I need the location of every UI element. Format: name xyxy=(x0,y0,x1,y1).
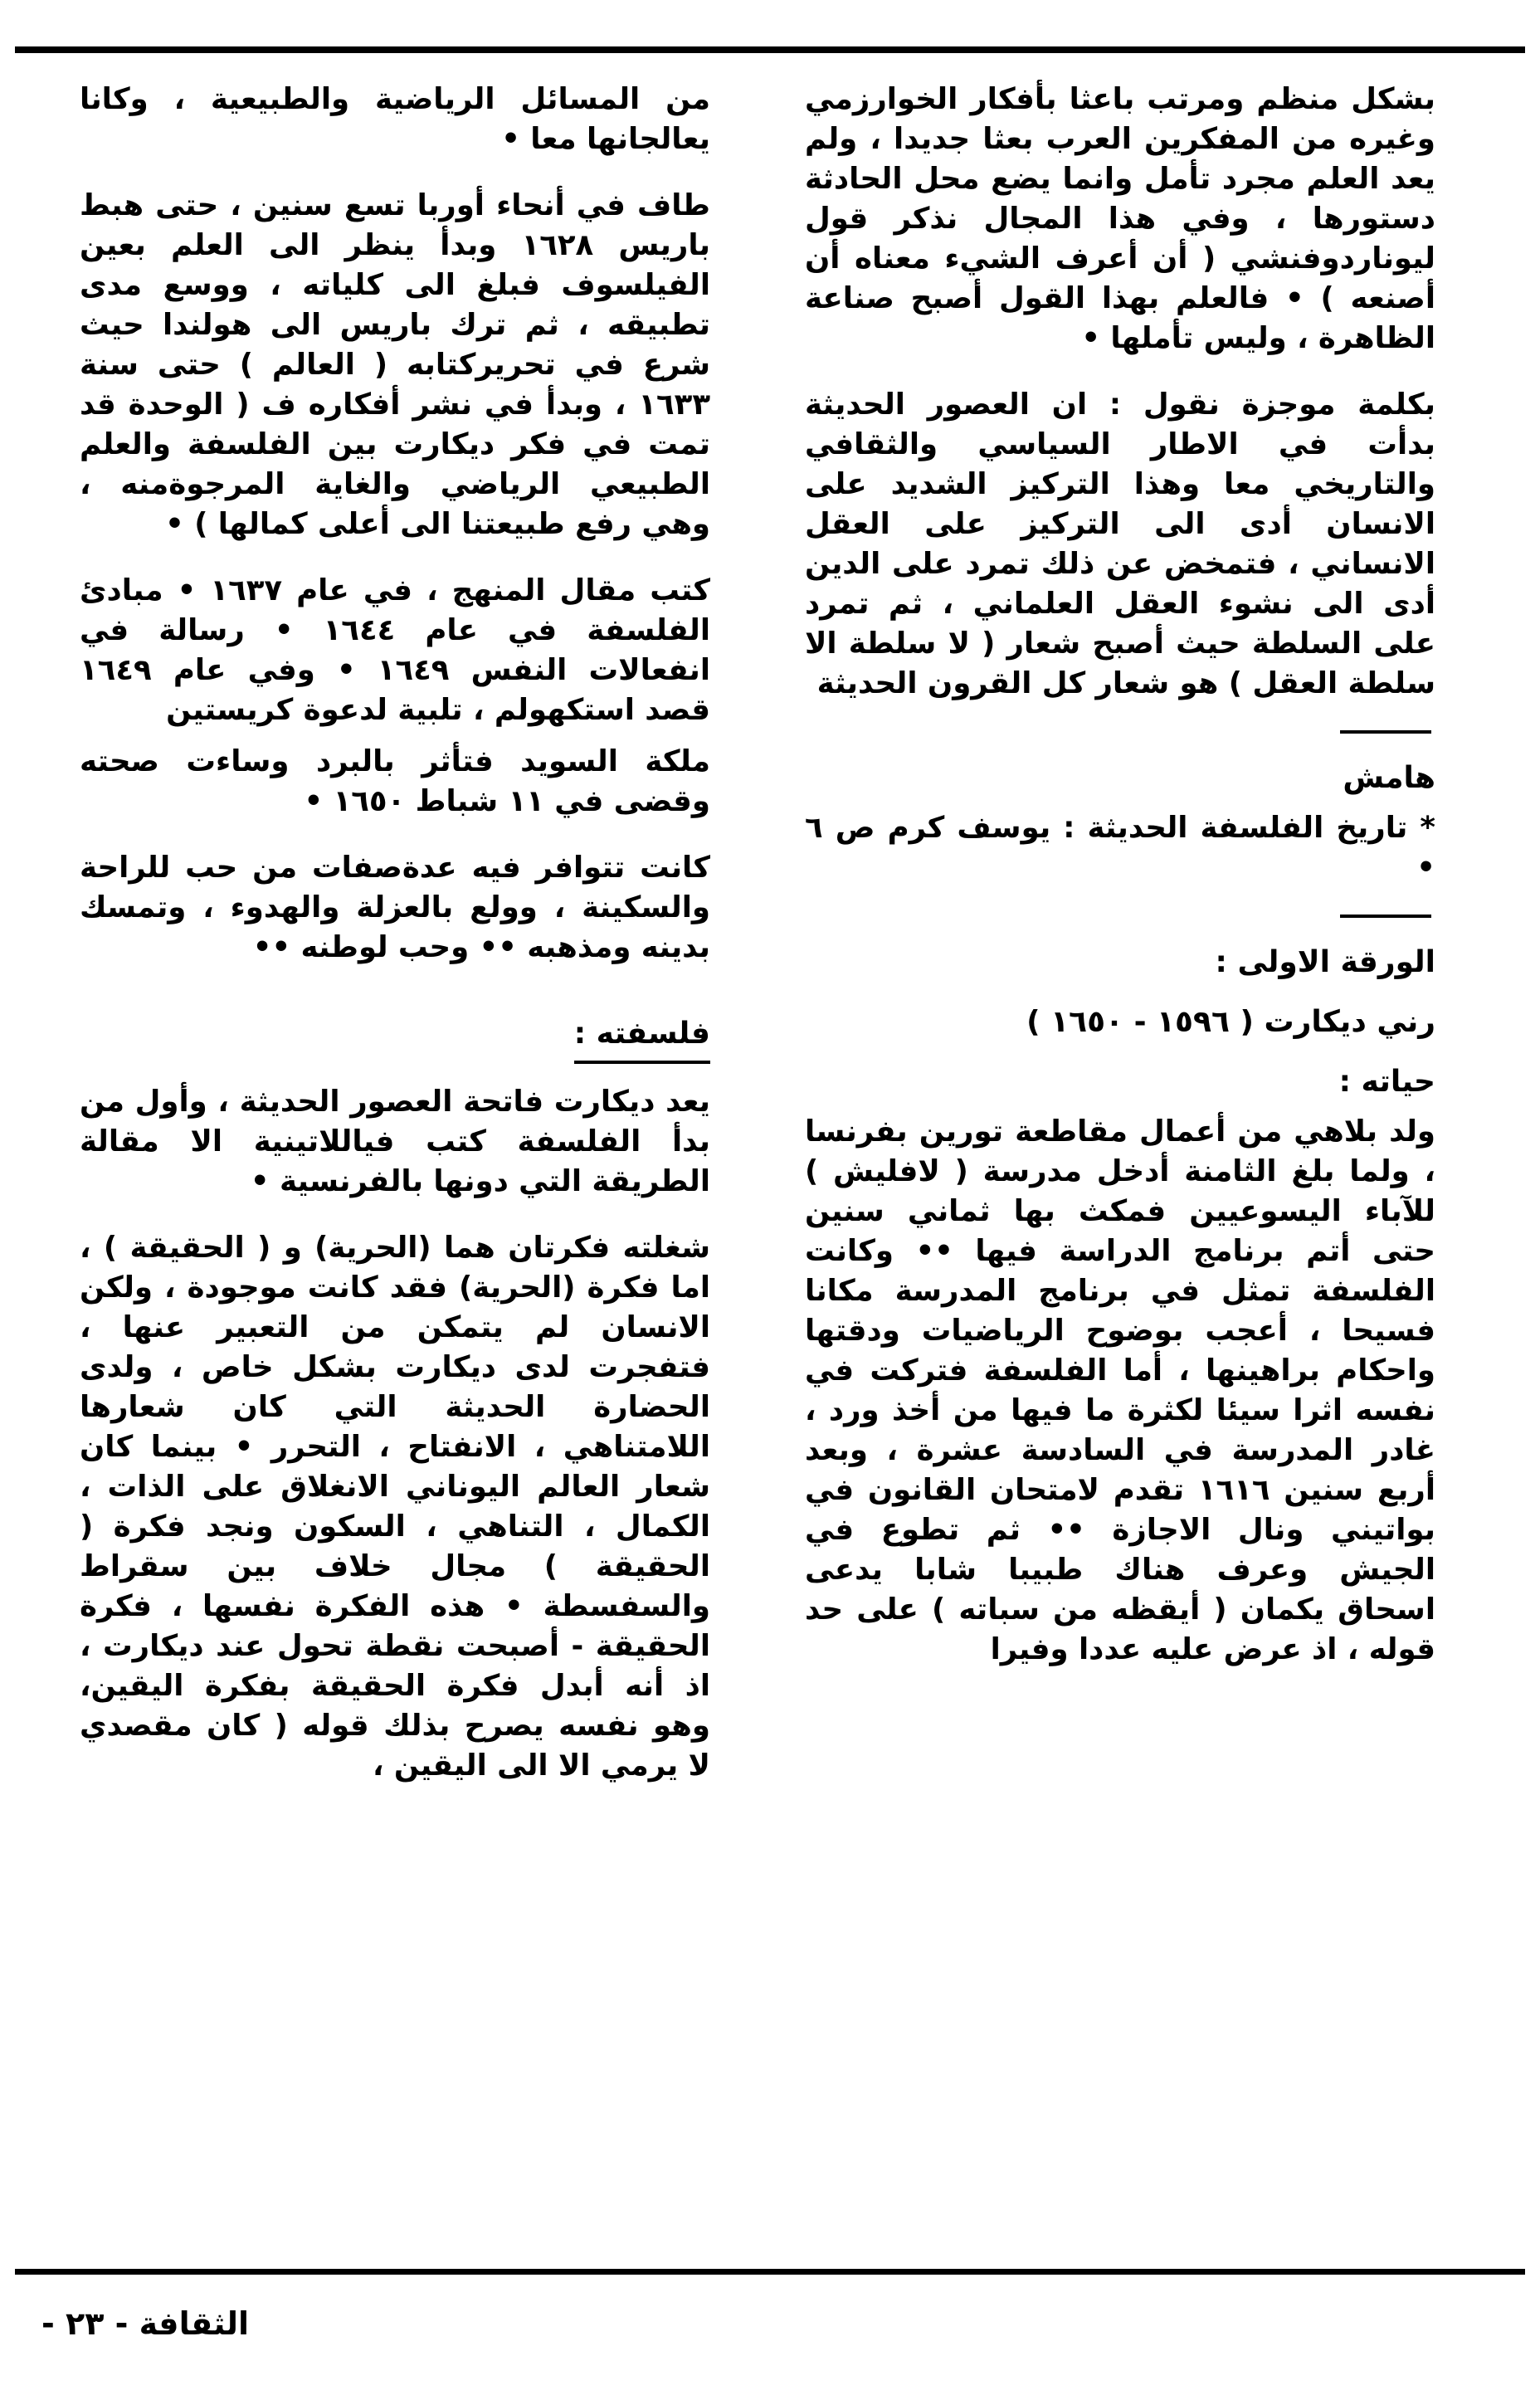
life-heading: حياته : xyxy=(1338,1065,1435,1099)
life-paragraph: ولد بلاهي من أعمال مقاطعة تورين بفرنسا ، ولما بلغ الثامنة أدخل مدرسة ( لافليش ) للآباء اليسوعيين فمكث بها ثماني سنين حتى أتم برنامج الدراسة فيها •• وكانت الفلسفة تمثل في برنامج المدرسة مكانا فسيحا ، أعجب بوضوح الرياضيات ودقتها واحكام براهينها ، أما الفلسفة فتركت في نفسه اثرا سيئا لكثرة ما فيها من أخذ ورد ، غادر المدرسة في السادسة عشرة ، وبعد أربع سنين ١٦١٦ تقدم لامتحان القانون في بواتيني ونال الاجازة •• ثم تطوع في الجيش وعرف هناك طبيبا شابا يدعى اسحاق يكمان ( أيقظه من سباته ) على حد قوله ، اذ عرض عليه عددا وفيرا xyxy=(805,1115,1435,1666)
bottom-rule xyxy=(15,2269,1525,2275)
left-paragraph-5: كانت تتوافر فيه عدةصفات من حب للراحة والسكينة ، وولع بالعزلة والهدوء ، وتمسك بدينه ومذهبه •• وحب لوطنه •• xyxy=(80,851,710,964)
left-paragraph-6: يعد ديكارت فاتحة العصور الحديثة ، وأول من بدأ الفلسفة كتب فياللاتينية الا مقالة الطريقة التي دونها بالفرنسية • xyxy=(80,1085,710,1198)
top-rule xyxy=(15,46,1525,53)
footnote-divider xyxy=(1340,730,1431,734)
philosophy-heading: فلسفته : xyxy=(574,1014,710,1064)
right-column xyxy=(805,80,1435,2254)
section-title: الورقة الاولى : xyxy=(1215,945,1435,979)
left-paragraph-4: ملكة السويد فتأثر بالبرد وساءت صحته وقضى في ١١ شباط ١٦٥٠ • xyxy=(80,744,710,818)
page-footer: الثقافة - ٢٣ - xyxy=(41,2305,249,2342)
summary-paragraph: بكلمة موجزة نقول : ان العصور الحديثة بدأت في الاطار السياسي والثقافي والتاريخي معا وهذا التركيز الشديد على الانسان أدى الى التركيز على العقل الانساني ، فتمخض عن ذلك تمرد على الدين أدى الى نشوء العقل العلماني ، ثم تمرد على السلطة حيث أصبح شعار ( لا سلطة الا سلطة العقل ) هو شعار كل القرون الحديثة xyxy=(805,388,1435,700)
left-paragraph-1: من المسائل الرياضية والطبيعية ، وكانا يعالجانها معا • xyxy=(80,82,710,156)
intro-paragraph: بشكل منظم ومرتب باعثا بأفكار الخوارزمي وغيره من المفكرين العرب بعثا جديدا ، ولم يعد العلم مجرد تأمل وانما يضع محل الحادثة دستورها ، وفي هذا المجال نذكر قول ليوناردوفنشي ( أن أعرف الشيء معناه أن أصنعه ) • فالعلم بهذا القول أصبح صناعة الظاهرة ، وليس تأملها • xyxy=(805,82,1435,355)
left-paragraph-7: شغلته فكرتان هما (الحرية) و ( الحقيقة ) ، اما فكرة (الحرية) فقد كانت موجودة ، ولكن الانسان لم يتمكن من التعبير عنها ، فتفجرت لدى ديكارت بشكل خاص ، ولدى الحضارة الحديثة التي كان شعارها اللامتناهي ، الانفتاح ، التحرر • بينما كان شعار العالم اليوناني الانغلاق على الذات ، الكمال ، التناهي ، السكون ونجد فكرة ( الحقيقة ) مجال خلاف بين سقراط والسفسطة • هذه الفكرة نفسها ، فكرة الحقيقة - أصبحت نقطة تحول عند ديكارت ، اذ أنه أبدل فكرة الحقيقة بفكرة اليقين، وهو نفسه يصرح بذلك قوله ( كان مقصدي لا يرمي الا الى اليقين ، xyxy=(80,1231,710,1783)
footnote-heading: هامش xyxy=(1343,761,1435,795)
left-paragraph-2: طاف في أنحاء أوربا تسع سنين ، حتى هبط باريس ١٦٢٨ وبدأ ينظر الى العلم بعين الفيلسوف فبلغ الى كلياته ، ووسع مدى تطبيقه ، ثم ترك باريس الى هولندا حيث شرع في تحريركتابه ( العالم ) حتى سنة ١٦٣٣ ، وبدأ في نشر أفكاره ف ( الوحدة قد تمت في فكر ديكارت بين الفلسفة والعلم الطبيعي الرياضي والغاية المرجوةمنه ، وهي رفع طبيعتنا الى أعلى كمالها ) • xyxy=(80,188,710,541)
left-column xyxy=(80,80,710,2254)
left-paragraph-3: كتب مقال المنهج ، في عام ١٦٣٧ • مبادئ الفلسفة في عام ١٦٤٤ • رسالة في انفعالات النفس ١٦٤٩ • وفي عام ١٦٤٩ قصد استكهولم ، تلبية لدعوة كريستين xyxy=(80,573,710,727)
footnote-text: * تاريخ الفلسفة الحديثة : يوسف كرم ص ٦ • xyxy=(805,811,1435,885)
section-divider xyxy=(1340,915,1431,918)
subject-title: رني ديكارت ( ١٥٩٦ - ١٦٥٠ ) xyxy=(1026,1005,1435,1039)
